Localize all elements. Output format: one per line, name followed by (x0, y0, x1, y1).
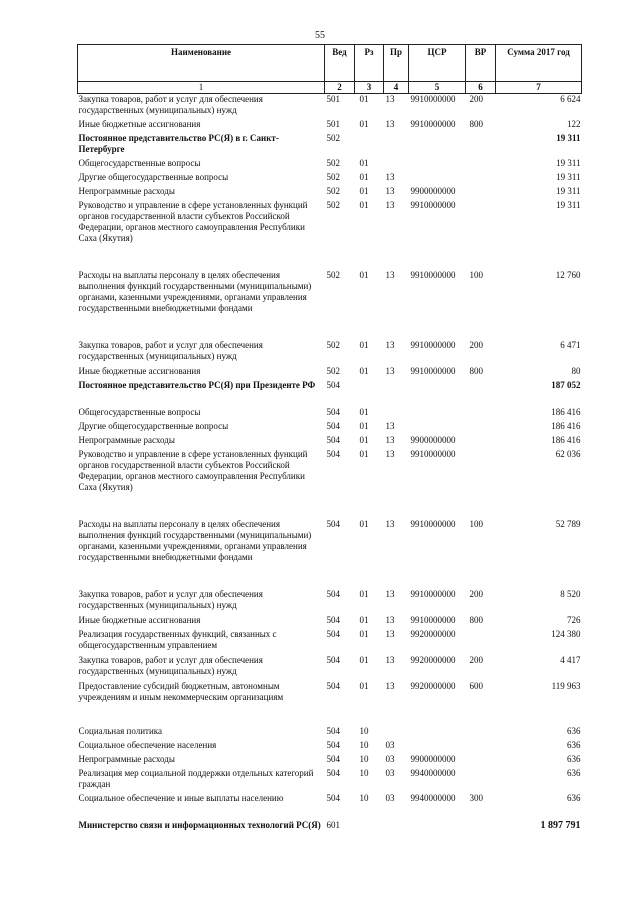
cell-rz: 01 (359, 518, 369, 529)
colnum-1: 1 (78, 82, 325, 94)
table-row (78, 119, 582, 133)
header-rz: Рз (355, 45, 384, 82)
cell-sum: 19 311 (556, 185, 581, 196)
header-pr: Пр (384, 45, 409, 82)
cell-ved: 504 (326, 753, 340, 764)
cell-pr: 13 (385, 654, 395, 665)
cell-ved: 502 (326, 157, 340, 168)
colnum-2: 2 (325, 82, 355, 94)
cell-sum: 186 416 (551, 420, 581, 431)
cell-pr (384, 726, 409, 740)
cell-pr: 13 (385, 118, 395, 129)
table-row (78, 380, 582, 407)
cell-csr: 9910000000 (410, 448, 456, 459)
cell-csr: 9920000000 (410, 628, 456, 639)
header-name: Наименование (78, 45, 325, 82)
cell-name: Закупка товаров, работ и услуг для обеспечения государственных (муниципальных) нужд (78, 94, 263, 115)
header-sum: Сумма 2017 год (496, 45, 582, 82)
cell-csr: 9920000000 (410, 654, 456, 665)
cell-sum: 119 963 (551, 680, 581, 691)
cell-pr: 13 (385, 420, 395, 431)
colnum-4: 4 (384, 82, 409, 94)
cell-ved: 504 (326, 614, 340, 625)
table-row (78, 726, 582, 740)
cell-rz: 01 (359, 94, 369, 104)
cell-sum: 1 897 791 (540, 819, 581, 831)
cell-vr: 100 (469, 269, 483, 280)
cell-name: Социальное обеспечение и иные выплаты населению (78, 792, 284, 803)
cell-vr: 800 (469, 365, 483, 376)
cell-sum: 12 760 (555, 269, 581, 280)
cell-vr (466, 629, 496, 655)
cell-csr: 9910000000 (410, 269, 456, 280)
table-row (78, 754, 582, 768)
cell-ved: 601 (326, 819, 340, 830)
table-row (78, 519, 582, 589)
cell-ved: 504 (326, 680, 340, 691)
cell-vr: 800 (469, 614, 483, 625)
cell-rz: 01 (359, 628, 369, 639)
cell-csr: 9910000000 (410, 588, 456, 599)
table-row (78, 589, 582, 615)
cell-ved: 504 (326, 448, 340, 459)
header-ved: Вед (325, 45, 355, 82)
cell-rz: 01 (359, 680, 369, 691)
cell-pr: 03 (385, 753, 395, 764)
cell-ved: 504 (326, 434, 340, 445)
cell-csr: 9910000000 (410, 199, 456, 210)
cell-pr: 13 (385, 199, 395, 210)
cell-rz: 01 (359, 118, 369, 129)
header-csr: ЦСР (409, 45, 466, 82)
cell-sum: 636 (567, 725, 581, 736)
cell-name: Непрограммные расходы (78, 434, 175, 445)
cell-csr: 9910000000 (410, 614, 456, 625)
table-row (78, 133, 582, 158)
cell-vr (466, 380, 496, 407)
cell-name: Непрограммные расходы (78, 753, 175, 764)
cell-vr: 200 (469, 588, 483, 599)
cell-csr: 9900000000 (410, 753, 456, 764)
cell-sum: 62 036 (555, 448, 581, 459)
cell-pr: 13 (385, 434, 395, 445)
cell-sum: 122 (567, 118, 581, 129)
page-number: 55 (315, 30, 325, 41)
table-row (78, 820, 582, 850)
cell-sum: 636 (567, 767, 581, 778)
cell-ved: 504 (326, 406, 340, 417)
cell-sum: 19 311 (556, 199, 581, 210)
table-row (78, 172, 582, 186)
table-row (78, 186, 582, 200)
cell-rz: 10 (359, 753, 369, 764)
cell-ved: 504 (326, 792, 340, 803)
cell-sum: 6 471 (560, 339, 581, 350)
cell-rz (355, 133, 384, 158)
cell-csr (409, 380, 466, 407)
cell-rz: 01 (359, 185, 369, 196)
cell-name: Социальное обеспечение населения (78, 739, 217, 750)
table-row (78, 793, 582, 820)
cell-name: Реализация мер социальной поддержки отдельных категорий граждан (78, 767, 314, 789)
cell-rz: 10 (359, 792, 369, 803)
cell-rz: 01 (359, 365, 369, 376)
cell-sum: 187 052 (551, 379, 581, 390)
table-row (78, 200, 582, 270)
cell-pr: 13 (385, 339, 395, 350)
cell-vr (466, 186, 496, 200)
cell-pr: 13 (385, 185, 395, 196)
cell-ved: 504 (326, 420, 340, 431)
cell-sum: 19 311 (556, 132, 581, 143)
cell-sum: 4 417 (560, 654, 581, 665)
cell-pr: 13 (385, 588, 395, 599)
cell-pr: 13 (385, 614, 395, 625)
cell-csr: 9910000000 (410, 118, 456, 129)
cell-csr (409, 726, 466, 740)
cell-name: Общегосударственные вопросы (78, 157, 201, 168)
cell-rz: 01 (359, 171, 369, 182)
cell-name: Общегосударственные вопросы (78, 406, 201, 417)
cell-pr (384, 820, 409, 850)
cell-ved: 504 (326, 739, 340, 750)
cell-name: Министерство связи и информационных технологий РС(Я) (78, 819, 321, 830)
table-row (78, 366, 582, 380)
cell-pr: 03 (385, 767, 395, 778)
table-row (78, 435, 582, 449)
cell-vr (466, 449, 496, 519)
cell-rz: 10 (359, 725, 369, 736)
cell-pr (384, 133, 409, 158)
cell-csr: 9900000000 (410, 434, 456, 445)
table-row (78, 94, 582, 119)
cell-sum: 636 (567, 739, 581, 750)
cell-pr: 03 (385, 792, 395, 803)
cell-rz: 01 (359, 434, 369, 445)
cell-ved: 504 (326, 379, 340, 390)
cell-sum: 19 311 (556, 171, 581, 182)
cell-ved: 502 (326, 132, 340, 143)
cell-name: Иные бюджетные ассигнования (78, 614, 201, 625)
cell-vr (466, 133, 496, 158)
cell-sum: 186 416 (551, 406, 581, 417)
cell-vr: 200 (469, 339, 483, 350)
cell-ved: 504 (326, 518, 340, 529)
cell-ved: 504 (326, 588, 340, 599)
cell-ved: 502 (326, 365, 340, 376)
colnum-5: 5 (409, 82, 466, 94)
cell-rz: 01 (359, 339, 369, 350)
cell-vr (466, 435, 496, 449)
colnum-6: 6 (466, 82, 496, 94)
cell-csr (409, 407, 466, 421)
cell-name: Постоянное представительство РС(Я) в г. Санкт-Петербурге (78, 132, 279, 154)
cell-vr (466, 768, 496, 793)
cell-ved: 504 (326, 767, 340, 778)
cell-ved: 504 (326, 654, 340, 665)
cell-rz: 01 (359, 157, 369, 168)
cell-rz: 01 (359, 654, 369, 665)
table-body (78, 94, 582, 850)
cell-sum: 6 624 (560, 94, 581, 104)
cell-vr: 300 (469, 792, 483, 803)
cell-name: Социальная политика (78, 725, 162, 736)
cell-csr (409, 172, 466, 186)
cell-pr (384, 380, 409, 407)
cell-vr (466, 158, 496, 172)
cell-csr (409, 820, 466, 850)
cell-name: Расходы на выплаты персоналу в целях обеспечения выполнения функций государственными (муниципальными) органами, казенными учреждениями, органами управления государственными внебюджетными фондами (78, 518, 312, 562)
cell-pr: 13 (385, 518, 395, 529)
table-row (78, 768, 582, 793)
cell-rz: 01 (359, 614, 369, 625)
cell-ved: 502 (326, 185, 340, 196)
header-vr: ВР (466, 45, 496, 82)
table-row (78, 407, 582, 421)
cell-name: Другие общегосударственные вопросы (78, 171, 229, 182)
cell-rz: 10 (359, 767, 369, 778)
cell-vr (466, 421, 496, 435)
cell-ved: 502 (326, 339, 340, 350)
table-row (78, 449, 582, 519)
cell-csr (409, 421, 466, 435)
table-row (78, 158, 582, 172)
cell-name: Другие общегосударственные вопросы (78, 420, 229, 431)
cell-ved: 504 (326, 628, 340, 639)
cell-vr (466, 726, 496, 740)
colnum-3: 3 (355, 82, 384, 94)
cell-vr (466, 200, 496, 270)
cell-rz (355, 820, 384, 850)
cell-rz (355, 380, 384, 407)
table-row (78, 655, 582, 681)
cell-csr (409, 133, 466, 158)
cell-rz: 01 (359, 588, 369, 599)
cell-pr: 13 (385, 680, 395, 691)
cell-sum: 124 380 (551, 628, 581, 639)
cell-rz: 01 (359, 199, 369, 210)
cell-sum: 19 311 (556, 157, 581, 168)
column-number-row (78, 82, 582, 94)
cell-pr: 13 (385, 365, 395, 376)
cell-vr: 100 (469, 518, 483, 529)
cell-csr (409, 740, 466, 754)
cell-vr (466, 740, 496, 754)
cell-sum: 8 520 (560, 588, 581, 599)
cell-pr: 13 (385, 94, 395, 104)
cell-pr: 03 (385, 739, 395, 750)
cell-csr: 9910000000 (410, 339, 456, 350)
table-row (78, 421, 582, 435)
cell-name: Закупка товаров, работ и услуг для обеспечения государственных (муниципальных) нужд (78, 339, 263, 361)
cell-ved: 502 (326, 199, 340, 210)
cell-csr: 9940000000 (410, 792, 456, 803)
cell-vr (466, 172, 496, 186)
cell-name: Непрограммные расходы (78, 185, 175, 196)
cell-csr: 9920000000 (410, 680, 456, 691)
cell-pr: 13 (385, 628, 395, 639)
cell-csr: 9910000000 (410, 365, 456, 376)
cell-vr (466, 407, 496, 421)
cell-ved: 501 (326, 118, 340, 129)
cell-vr: 200 (469, 94, 483, 104)
cell-sum: 636 (567, 753, 581, 764)
cell-pr: 13 (385, 269, 395, 280)
cell-vr: 200 (469, 654, 483, 665)
budget-table (77, 44, 582, 850)
cell-name: Закупка товаров, работ и услуг для обеспечения государственных (муниципальных) нужд (78, 588, 263, 610)
cell-name: Предоставление субсидий бюджетным, автономным учреждениям и иным некоммерческим организациям (78, 680, 284, 702)
cell-sum: 80 (571, 365, 581, 376)
table-row (78, 270, 582, 340)
cell-vr: 600 (469, 680, 483, 691)
cell-rz: 10 (359, 739, 369, 750)
table-row (78, 740, 582, 754)
cell-pr: 13 (385, 448, 395, 459)
cell-name: Расходы на выплаты персоналу в целях обеспечения выполнения функций государственными (муниципальными) органами, казенными учреждениями, органами управления государственными внебюджетными фондами (78, 269, 312, 313)
cell-ved: 504 (326, 725, 340, 736)
cell-name: Руководство и управление в сфере установленных функций органов государственной власти субъектов Российской Федерации, органов местного самоуправления Республики Саха (Якутия) (78, 199, 308, 243)
cell-name: Иные бюджетные ассигнования (78, 365, 201, 376)
cell-rz: 01 (359, 448, 369, 459)
cell-name: Руководство и управление в сфере установленных функций органов государственной власти субъектов Российской Федерации, органов местного самоуправления Республики Саха (Якутия) (78, 448, 308, 492)
cell-pr (384, 407, 409, 421)
cell-name: Постоянное представительство РС(Я) при Президенте РФ (78, 379, 316, 390)
table-row (78, 681, 582, 726)
cell-name: Иные бюджетные ассигнования (78, 118, 201, 129)
cell-vr (466, 820, 496, 850)
cell-csr: 9910000000 (410, 94, 456, 104)
cell-sum: 726 (567, 614, 581, 625)
cell-vr: 800 (469, 118, 483, 129)
cell-pr (384, 158, 409, 172)
cell-csr: 9910000000 (410, 518, 456, 529)
cell-rz: 01 (359, 269, 369, 280)
table-header-row (78, 45, 582, 82)
cell-rz: 01 (359, 420, 369, 431)
colnum-7: 7 (496, 82, 582, 94)
cell-ved: 502 (326, 171, 340, 182)
cell-ved: 501 (326, 94, 340, 104)
cell-pr: 13 (385, 171, 395, 182)
table-row (78, 629, 582, 655)
table-row (78, 340, 582, 366)
cell-sum: 636 (567, 792, 581, 803)
cell-name: Реализация государственных функций, связанных с общегосударственным управлением (78, 628, 277, 650)
cell-sum: 52 789 (555, 518, 581, 529)
cell-sum: 186 416 (551, 434, 581, 445)
cell-vr (466, 754, 496, 768)
cell-csr: 9900000000 (410, 185, 456, 196)
cell-rz: 01 (359, 406, 369, 417)
cell-csr: 9940000000 (410, 767, 456, 778)
cell-name: Закупка товаров, работ и услуг для обеспечения государственных (муниципальных) нужд (78, 654, 263, 676)
table-row (78, 615, 582, 629)
cell-ved: 502 (326, 269, 340, 280)
cell-csr (409, 158, 466, 172)
